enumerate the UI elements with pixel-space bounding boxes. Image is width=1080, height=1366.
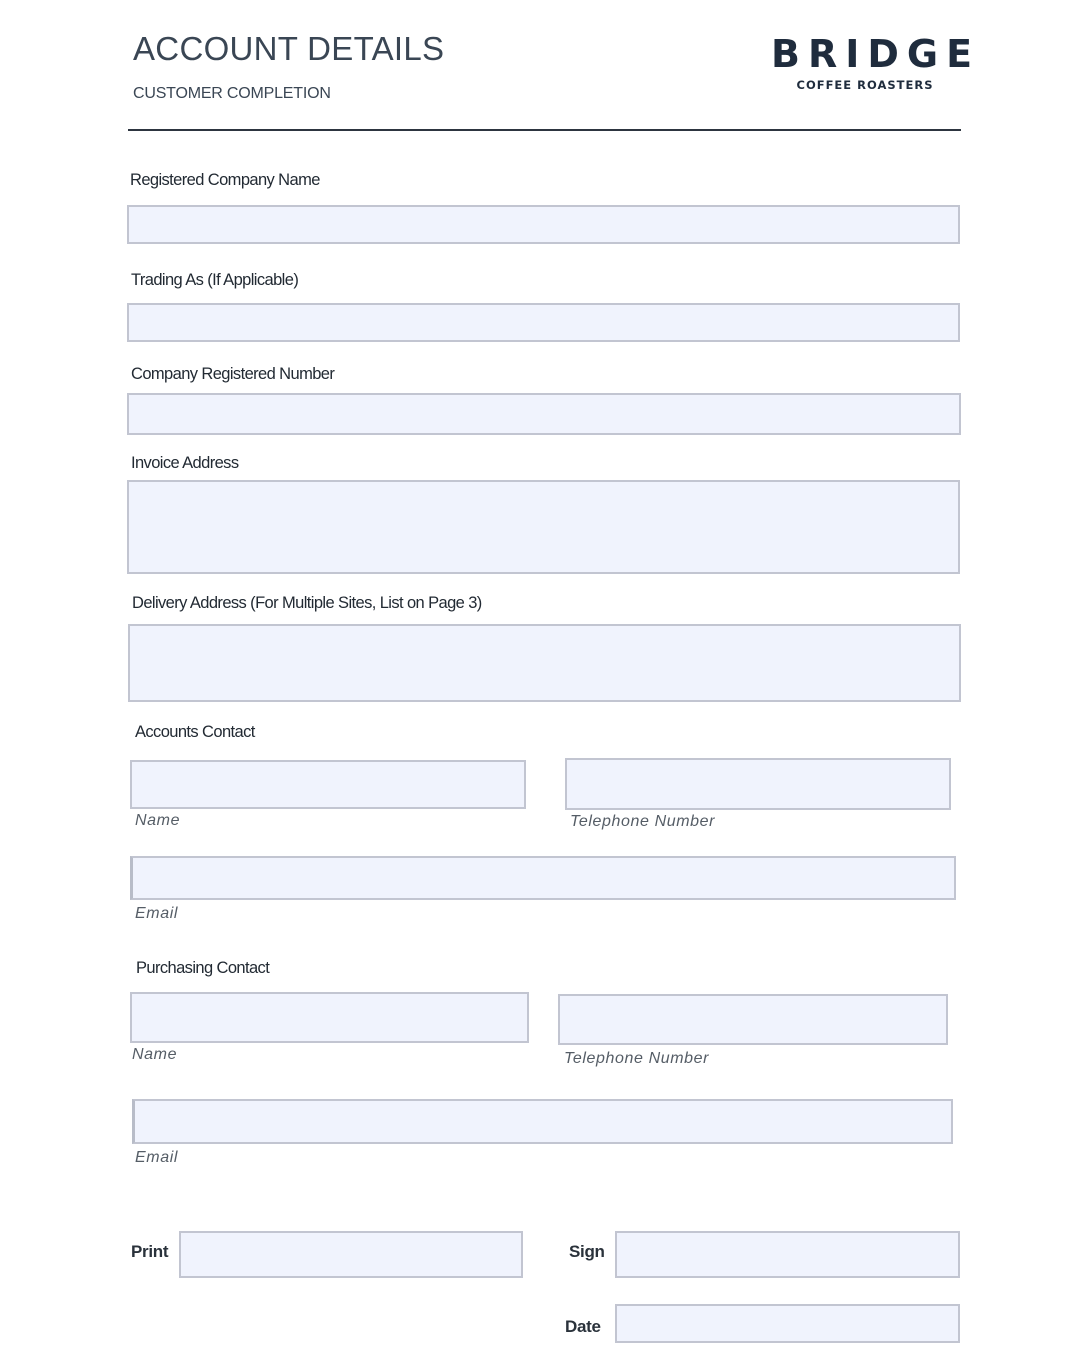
purchasing-contact-email-field[interactable] [132,1099,953,1144]
accounts-contact-email-caption: Email [135,905,179,922]
trading-as-field[interactable] [127,303,960,342]
print-label: Print [131,1242,169,1261]
accounts-contact-phone-field[interactable] [565,758,951,810]
logo-tagline: COFFEE ROASTERS [796,78,934,92]
sign-label: Sign [569,1242,605,1261]
delivery-address-field[interactable] [128,624,961,702]
accounts-contact-heading: Accounts Contact [135,723,255,741]
purchasing-contact-name-field[interactable] [130,992,529,1043]
page-title: ACCOUNT DETAILS [133,30,445,67]
accounts-contact-phone-caption: Telephone Number [570,813,716,830]
company-name-label: Registered Company Name [130,171,320,189]
company-number-field[interactable] [127,393,961,435]
purchasing-contact-heading: Purchasing Contact [136,959,270,977]
accounts-contact-email-field[interactable] [130,856,956,900]
delivery-address-label: Delivery Address (For Multiple Sites, List on Page 3) [132,594,482,612]
header-divider [128,129,961,131]
purchasing-contact-phone-field[interactable] [558,994,948,1045]
accounts-contact-name-caption: Name [135,812,181,829]
print-name-field[interactable] [179,1231,523,1278]
company-name-field[interactable] [127,205,960,244]
invoice-address-field[interactable] [127,480,960,574]
brand-logo [765,30,981,92]
date-label: Date [565,1317,601,1336]
purchasing-contact-phone-caption: Telephone Number [564,1050,710,1067]
trading-as-label: Trading As (If Applicable) [131,271,299,289]
company-number-label: Company Registered Number [131,365,335,383]
purchasing-contact-email-caption: Email [135,1149,179,1166]
invoice-address-label: Invoice Address [131,454,239,472]
signature-field[interactable] [615,1231,960,1278]
date-field[interactable] [615,1304,960,1343]
logo-wordmark: BRIDGE [771,32,981,76]
accounts-contact-name-field[interactable] [130,760,526,809]
page-subtitle: CUSTOMER COMPLETION [133,85,331,102]
purchasing-contact-name-caption: Name [132,1046,178,1063]
